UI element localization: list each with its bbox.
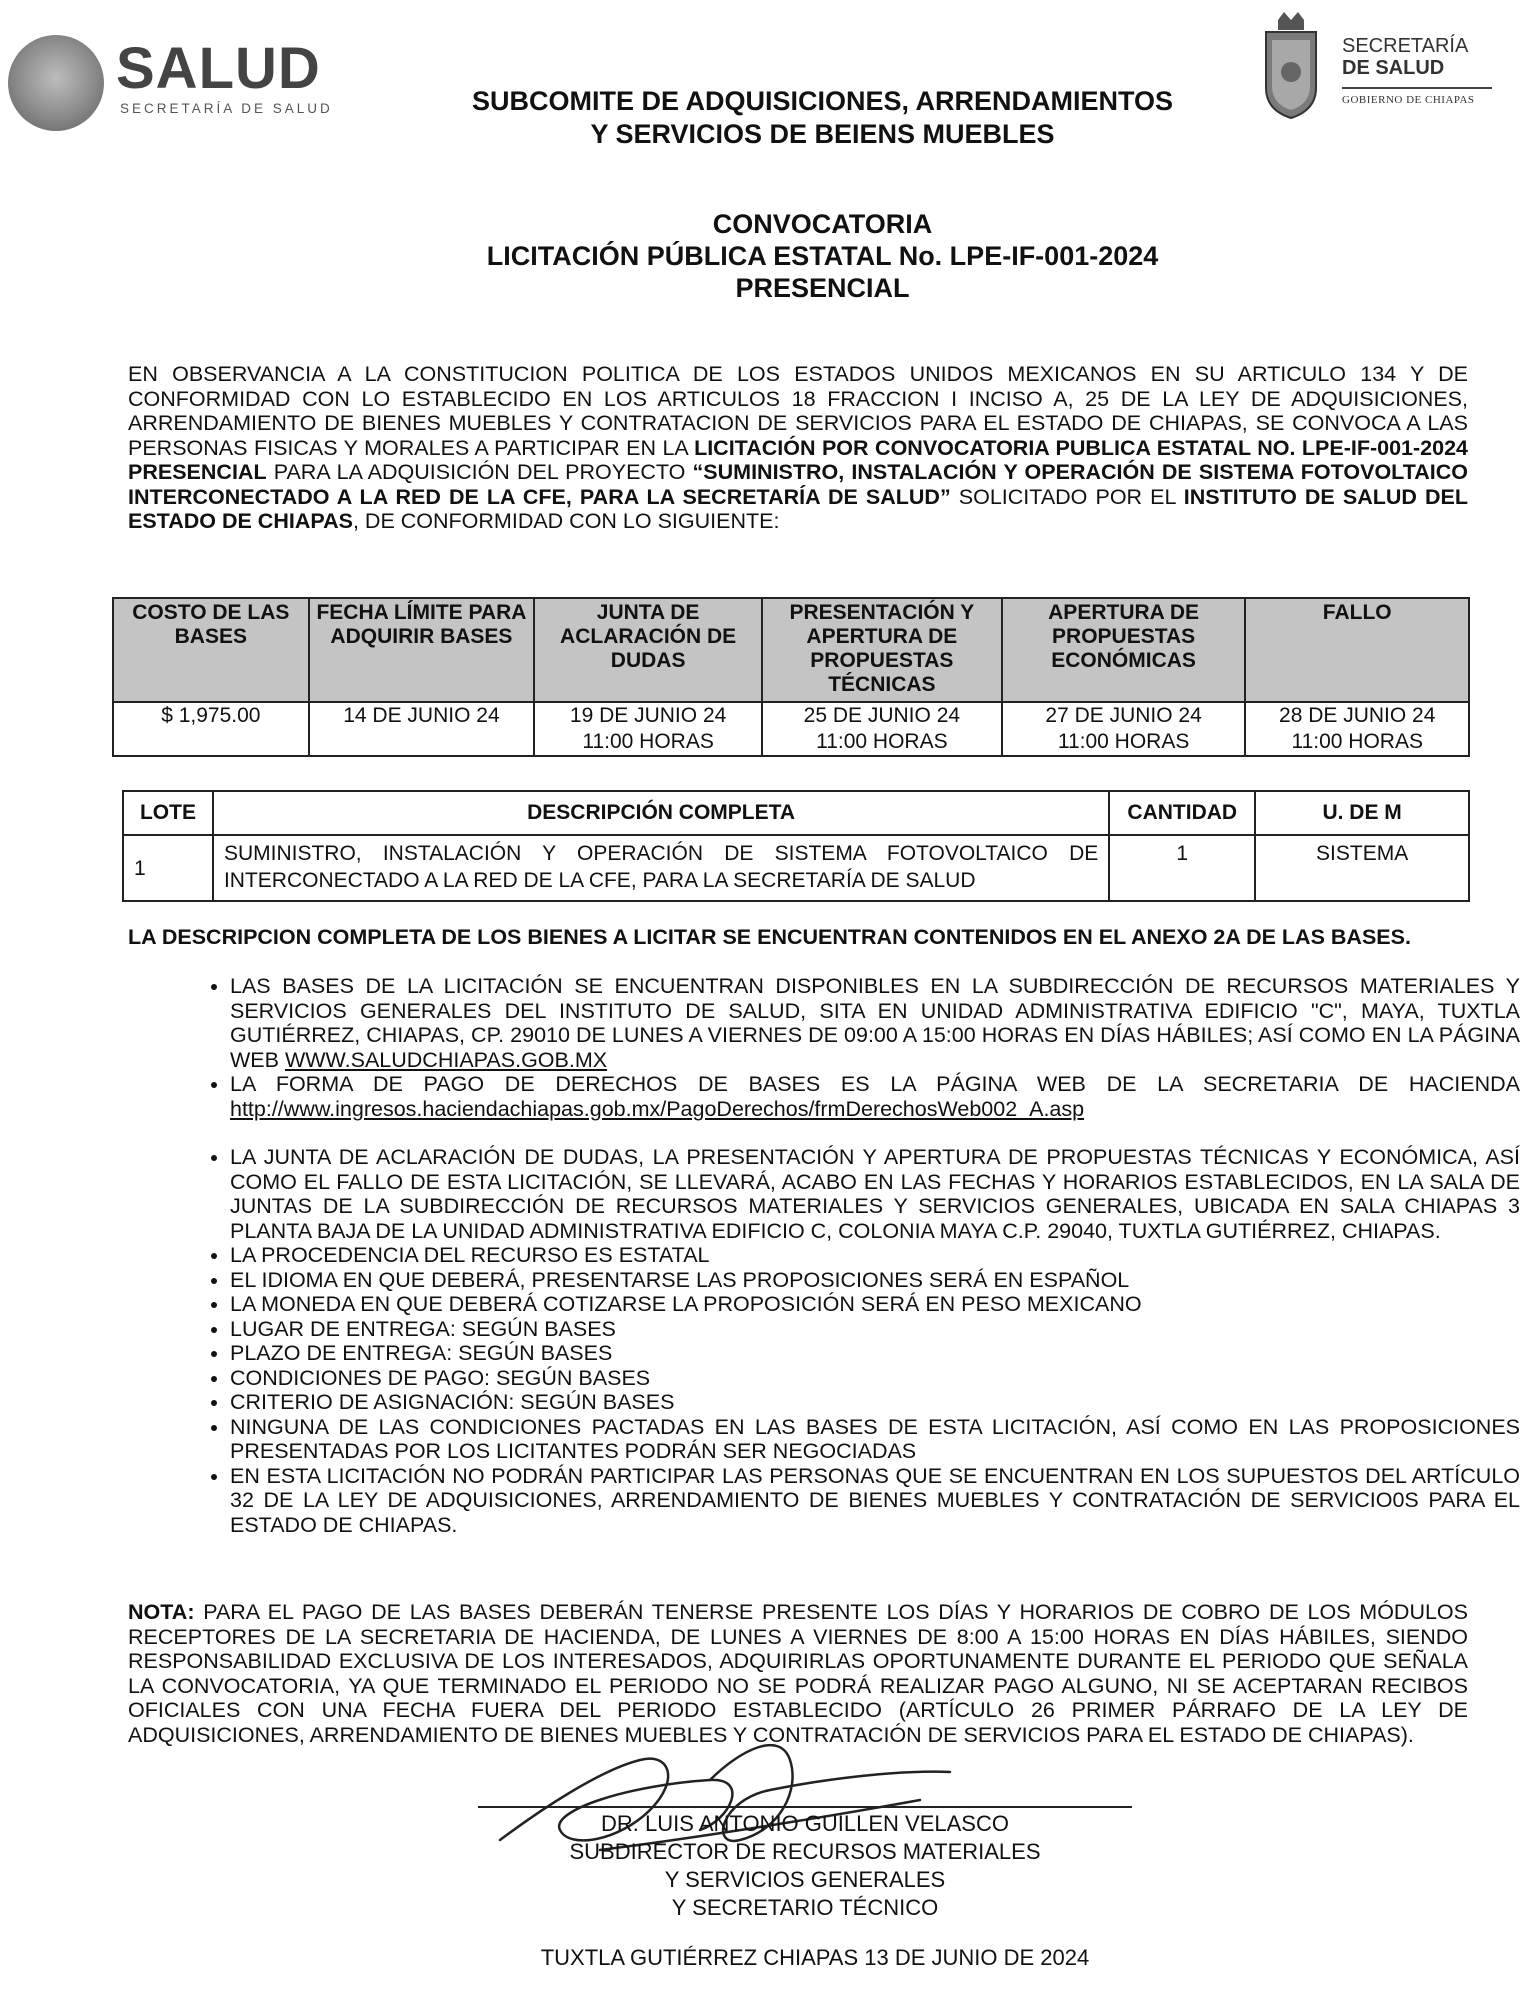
list-item: • LA PROCEDENCIA DEL RECURSO ES ESTATAL: [230, 1243, 1520, 1268]
cell-costo: [113, 702, 309, 756]
signatory-title-2: Y SERVICIOS GENERALES: [664, 1867, 946, 1892]
header-descripcion: DESCRIPCIÓN COMPLETA: [213, 791, 1109, 835]
list-item: • LA FORMA DE PAGO DE DERECHOS DE BASES ES LA PÁGINA WEB DE LA SECRETARIA DE HACIENDA http://www.ingresos.haciendachiapas.gob.mx/PagoDerechos/frmDerechosWeb002_A.asp: [230, 1072, 1520, 1121]
list-item: • LA JUNTA DE ACLARACIÓN DE DUDAS, LA PRESENTACIÓN Y APERTURA DE PROPUESTAS TÉCNICAS Y ECONÓMICA, ASÍ COMO EL FALLO DE ESTA LICITACIÓN, SE LLEVARÁ, ACABO EN LAS FECHAS Y HORARIOS ESTABLECIDOS, EN LA SALA DE JUNTAS DE LA SUBDIRECCIÓN DE RECURSOS MATERIALES Y SERVICIOS GENERALES, UBICADA EN SALA CHIAPAS 3 PLANTA BAJA DE LA UNIDAD ADMINISTRATIVA EDIFICIO C, COLONIA MAYA C.P. 29040, TUXTLA GUTIÉRREZ, CHIAPAS.: [230, 1145, 1520, 1243]
committee-heading-line2: Y SERVICIOS DE BEIENS MUEBLES: [590, 119, 1055, 149]
schedule-header-row: [113, 598, 1469, 702]
cell-fecha-limite: [309, 702, 535, 756]
header-apertura-economicas: APERTURA DE PROPUESTAS ECONÓMICAS: [1002, 598, 1246, 702]
cell-junta: [534, 702, 762, 756]
salud-brand-text: SALUD: [116, 36, 321, 101]
conditions-list: [180, 974, 1520, 1537]
apertura-time: 11:00 HORAS: [1057, 730, 1190, 753]
tender-mode-title: PRESENCIAL: [735, 273, 910, 303]
logo-secretaria-text: SECRETARÍA: [1342, 35, 1469, 57]
list-item: • NINGUNA DE LAS CONDICIONES PACTADAS EN LAS BASES DE ESTA LICITACIÓN, ASÍ COMO EN LAS PROPOSICIONES PRESENTADAS POR LOS LICITANTES PODRÁN SER NEGOCIADAS: [230, 1415, 1520, 1464]
cost-value: $ 1,975.00: [161, 704, 261, 727]
list-item: • EN ESTA LICITACIÓN NO PODRÁN PARTICIPAR LAS PERSONAS QUE SE ENCUENTRAN EN LOS SUPUESTOS DEL ARTÍCULO 32 DE LA LEY DE ADQUISICIONES, ARRENDAMIENTO DE BIENES MUEBLES Y CONTRATACIÓN DE SERVICIO0S PARA EL ESTADO DE CHIAPAS.: [230, 1464, 1520, 1538]
intro-project-name: “SUMINISTRO, INSTALACIÓN Y OPERACIÓN DE SISTEMA FOTOVOLTAICO INTERCONECTADO A LA RED DE LA CFE, PARA LA SECRETARÍA DE SALUD”: [128, 460, 1468, 509]
signatory-title-3: Y SECRETARIO TÉCNICO: [671, 1895, 939, 1920]
schedule-table: [112, 597, 1470, 757]
annex-note: LA DESCRIPCION COMPLETA DE LOS BIENES A LICITAR SE ENCUENTRAN CONTENIDOS EN EL ANEXO 2A DE LAS BASES.: [128, 925, 1411, 949]
hacienda-payment-link[interactable]: http://www.ingresos.haciendachiapas.gob.mx/PagoDerechos/frmDerechosWeb002_A.asp: [230, 1096, 1085, 1121]
junta-time: 11:00 HORAS: [582, 730, 714, 753]
note-label: NOTA:: [128, 1600, 195, 1624]
header-cantidad: CANTIDAD: [1109, 791, 1255, 835]
intro-text-3: SOLICITADO POR EL: [950, 484, 1184, 509]
lot-unit: SISTEMA: [1255, 835, 1469, 901]
intro-tender-name: LICITACIÓN POR CONVOCATORIA PUBLICA ESTATAL NO. LPE-IF-001-2024 PRESENCIAL: [128, 435, 1468, 484]
fallo-time: 11:00 HORAS: [1291, 730, 1423, 753]
apertura-date: 27 DE JUNIO 24: [1045, 704, 1202, 727]
list-item: • CONDICIONES DE PAGO: SEGÚN BASES: [230, 1366, 1520, 1391]
tender-number-title: LICITACIÓN PÚBLICA ESTATAL No. LPE-IF-001-2024: [486, 241, 1159, 271]
list-item: • LUGAR DE ENTREGA: SEGÚN BASES: [230, 1317, 1520, 1342]
header-fecha-limite: FECHA LÍMITE PARA ADQUIRIR BASES: [309, 598, 535, 702]
lot-description: SUMINISTRO, INSTALACIÓN Y OPERACIÓN DE SISTEMA FOTOVOLTAICO DE INTERCONECTADO A LA RED DE LA CFE, PARA LA SECRETARÍA DE SALUD: [213, 835, 1109, 901]
lot-quantity: 1: [1109, 835, 1255, 901]
list-item: • CRITERIO DE ASIGNACIÓN: SEGÚN BASES: [230, 1390, 1520, 1415]
fallo-date: 28 DE JUNIO 24: [1279, 704, 1436, 727]
cell-fallo: [1245, 702, 1469, 756]
presentacion-time: 11:00 HORAS: [816, 730, 948, 753]
note-text: PARA EL PAGO DE LAS BASES DEBERÁN TENERSE PRESENTE LOS DÍAS Y HORARIOS DE COBRO DE LOS MÓDULOS RECEPTORES DE LA SECRETARIA DE HACIENDA, DE LUNES A VIERNES DE 8:00 A 15:00 HORAS EN DÍAS HÁBILES, SIENDO RESPONSABILIDAD EXCLUSIVA DE LOS INTERESADOS, ADQUIRIRLAS OPORTUNAMENTE DURANTE EL PERIODO QUE SEÑALA LA CONVOCATORIA, YA QUE TERMINADO EL PERIODO NO SE PODRÁ REALIZAR PAGO ALGUNO, NI SE ACEPTARAN RECIBOS OFICIALES CON UNA FECHA FUERA DEL PERIODO ESTABLECIDO (ARTÍCULO 26 PRIMER PÁRRAFO DE LA LEY DE ADQUISICIONES, ARRENDAMIENTO DE BIENES MUEBLES Y CONTRATACIÓN DE SERVICIOS PARA EL ESTADO DE CHIAPAS).: [128, 1600, 1468, 1747]
list-item: • LA MONEDA EN QUE DEBERÁ COTIZARSE LA PROPOSICIÓN SERÁ EN PESO MEXICANO: [230, 1292, 1520, 1317]
intro-paragraph: [128, 362, 1468, 534]
cell-presentacion: [762, 702, 1002, 756]
committee-heading-line1: SUBCOMITE DE ADQUISICIONES, ARRENDAMIENTOS: [471, 86, 1174, 116]
deadline-date: 14 DE JUNIO 24: [343, 704, 500, 727]
header-fallo: FALLO: [1245, 598, 1469, 702]
lot-row: [123, 835, 1469, 901]
schedule-values-row: [113, 702, 1469, 756]
saludchiapas-link[interactable]: WWW.SALUDCHIAPAS.GOB.MX: [284, 1047, 608, 1072]
cell-apertura: [1002, 702, 1246, 756]
header-costo-bases: COSTO DE LAS BASES: [113, 598, 309, 702]
logo-divider: [1342, 87, 1492, 89]
list-item: • EL IDIOMA EN QUE DEBERÁ, PRESENTARSE LAS PROPOSICIONES SERÁ EN ESPAÑOL: [230, 1268, 1520, 1293]
header-presentacion-tecnicas: PRESENTACIÓN Y APERTURA DE PROPUESTAS TÉCNICAS: [762, 598, 1002, 702]
intro-text-1: EN OBSERVANCIA A LA CONSTITUCION POLITICA DE LOS ESTADOS UNIDOS MEXICANOS EN SU ARTICULO 134 Y DE CONFORMIDAD CON LO ESTABLECIDO EN LOS ARTICULOS 18 FRACCION I INCISO A, 25 DE LA LEY DE ADQUISICIONES, ARRENDAMIENTO DE BIENES MUEBLES Y CONTRATACION DE SERVICIOS PARA EL ESTADO DE CHIAPAS, SE CONVOCA A LAS PERSONAS FISICAS Y MORALES A PARTICIPAR EN LA: [128, 362, 1468, 460]
logo-de-salud-text: DE SALUD: [1342, 57, 1445, 79]
logo-gobierno-text: GOBIERNO DE CHIAPAS: [1342, 94, 1475, 106]
lot-number: 1: [123, 835, 213, 901]
presentacion-date: 25 DE JUNIO 24: [803, 704, 961, 727]
signature-line: [478, 1806, 1132, 1808]
list-item: • PLAZO DE ENTREGA: SEGÚN BASES: [230, 1341, 1520, 1366]
salud-brand-subtitle: SECRETARÍA DE SALUD: [120, 101, 333, 116]
document-title: CONVOCATORIA: [712, 209, 933, 239]
header-lote: LOTE: [123, 791, 213, 835]
national-seal-icon: [8, 35, 104, 131]
signatory-name: DR. LUIS ANTONIO GUILLEN VELASCO: [601, 1811, 1009, 1836]
signatory-title-1: SUBDIRECTOR DE RECURSOS MATERIALES: [569, 1839, 1041, 1864]
intro-requesting-institute: INSTITUTO DE SALUD DEL ESTADO DE CHIAPAS: [128, 484, 1468, 533]
intro-text-2: PARA LA ADQUISICIÓN DEL PROYECTO: [266, 460, 693, 484]
place-and-date: TUXTLA GUTIÉRREZ CHIAPAS 13 DE JUNIO DE 2024: [540, 1945, 1090, 1970]
list-item: • LAS BASES DE LA LICITACIÓN SE ENCUENTRAN DISPONIBLES EN LA SUBDIRECCIÓN DE RECURSOS MATERIALES Y SERVICIOS GENERALES DEL INSTITUTO DE SALUD, SITA EN UNIDAD ADMINISTRATIVA EDIFICIO "C", MAYA, TUXTLA GUTIÉRREZ, CHIAPAS, CP. 29010 DE LUNES A VIERNES DE 09:00 A 15:00 HORAS EN DÍAS HÁBILES; ASÍ COMO EN LA PÁGINA WEB WWW.SALUDCHIAPAS.GOB.MX: [230, 974, 1520, 1072]
salud-logo: [8, 35, 348, 130]
junta-date: 19 DE JUNIO 24: [569, 704, 727, 727]
header-junta-aclaracion: JUNTA DE ACLARACIÓN DE DUDAS: [534, 598, 762, 702]
lot-table: [122, 790, 1470, 902]
lot-header-row: [123, 791, 1469, 835]
header-unidad: U. DE M: [1255, 791, 1469, 835]
intro-text-4: , DE CONFORMIDAD CON LO SIGUIENTE:: [352, 509, 780, 533]
